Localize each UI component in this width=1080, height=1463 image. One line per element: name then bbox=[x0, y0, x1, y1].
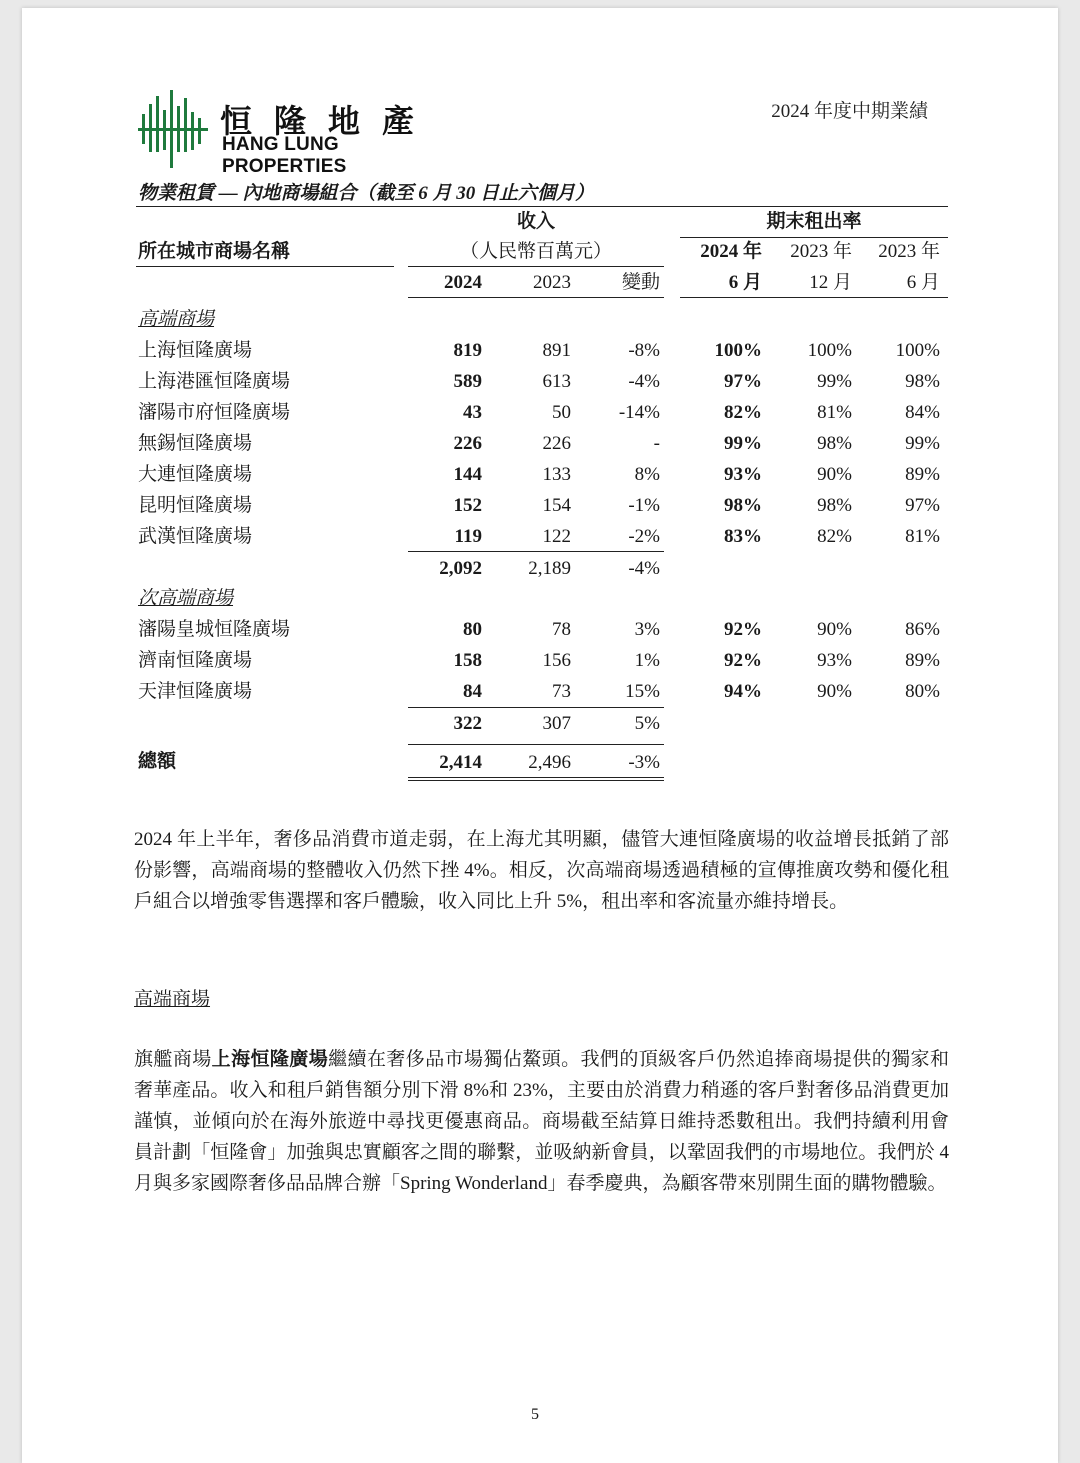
mall-name: 武漢恒隆廣場 bbox=[138, 526, 253, 547]
document-page bbox=[22, 8, 1058, 1463]
total-top-rule bbox=[408, 744, 664, 745]
occ-jun-2023: 80% bbox=[905, 681, 940, 702]
mall-name: 瀋陽市府恒隆廣場 bbox=[138, 402, 291, 423]
rev-2023: 122 bbox=[542, 526, 571, 547]
para2-prefix: 旗艦商場 bbox=[134, 1049, 212, 1070]
total-rev-2023: 2,496 bbox=[528, 752, 571, 773]
commentary-paragraph-1: 2024 年上半年，奢侈品消費市道走弱，在上海尤其明顯，儘管大連恒隆廣場的收益增長抵銷了部份影響，高端商場的整體收入仍然下挫 4%。相反，次高端商場透過積極的宣傳推廣攻勢和優化租戶組合以增強零售選擇和客戶體驗，收入同比上升 5%，租出率和客流量亦維持增長。 bbox=[134, 829, 949, 912]
rev-2023: 613 bbox=[542, 371, 571, 392]
rev-2023: 891 bbox=[542, 340, 571, 361]
occupancy-header-rule bbox=[680, 237, 948, 238]
occ-col3-year: 2023 年 bbox=[878, 241, 940, 262]
occupancy-header: 期末租出率 bbox=[766, 211, 862, 232]
rev-2024: 819 bbox=[453, 340, 482, 361]
occ-dec-2023: 90% bbox=[817, 619, 852, 640]
logo-english-name: HANG LUNG PROPERTIES bbox=[222, 134, 347, 177]
occ-jun-2024: 92% bbox=[724, 650, 762, 671]
occ-jun-2024: 100% bbox=[714, 340, 762, 361]
subtotal-rev-2024: 2,092 bbox=[439, 558, 482, 579]
rev-change: - bbox=[653, 433, 660, 454]
rev-2024: 152 bbox=[453, 495, 482, 516]
rev-2024: 119 bbox=[454, 526, 482, 547]
occ-jun-2023: 89% bbox=[905, 650, 940, 671]
rev-change: 3% bbox=[634, 619, 660, 640]
para2-mall-name: 上海恒隆廣場 bbox=[211, 1049, 329, 1070]
subtotal-rev-2023: 307 bbox=[542, 713, 571, 734]
subtotal-rule bbox=[408, 707, 664, 708]
revenue-unit-rule bbox=[408, 266, 664, 267]
occ-dec-2023: 81% bbox=[817, 402, 852, 423]
occ-col2-year: 2023 年 bbox=[790, 241, 852, 262]
occ-dec-2023: 99% bbox=[817, 371, 852, 392]
total-rev-2024: 2,414 bbox=[439, 752, 482, 773]
company-logo bbox=[138, 84, 458, 177]
subtotal-rev-2024: 322 bbox=[453, 713, 482, 734]
rev-col-change: 變動 bbox=[621, 272, 660, 293]
rev-2024: 226 bbox=[453, 433, 482, 454]
rev-2024: 43 bbox=[463, 402, 482, 423]
rev-change: -8% bbox=[628, 340, 660, 361]
rev-2023: 50 bbox=[552, 402, 571, 423]
rev-2024: 84 bbox=[463, 681, 482, 702]
report-title: 2024 年度中期業績 bbox=[771, 101, 928, 122]
rev-2024: 80 bbox=[463, 619, 482, 640]
occ-jun-2023: 97% bbox=[905, 495, 940, 516]
rev-change: -2% bbox=[628, 526, 660, 547]
occ-dec-2023: 100% bbox=[807, 340, 852, 361]
total-bottom-rule-2 bbox=[408, 780, 664, 781]
commentary-paragraph-2 bbox=[134, 1044, 949, 1199]
rev-change: 15% bbox=[625, 681, 660, 702]
mall-name: 大連恒隆廣場 bbox=[138, 464, 253, 485]
page-number: 5 bbox=[531, 1406, 539, 1423]
rev-change: -1% bbox=[628, 495, 660, 516]
occ-dec-2023: 82% bbox=[817, 526, 852, 547]
revenue-header: 收入 bbox=[516, 211, 555, 232]
group-label-premium: 高端商場 bbox=[138, 309, 215, 330]
occ-jun-2023: 89% bbox=[905, 464, 940, 485]
group-label-subpremium: 次高端商場 bbox=[138, 588, 234, 609]
rev-2024: 158 bbox=[453, 650, 482, 671]
mall-name: 上海恒隆廣場 bbox=[138, 340, 253, 361]
occ-col2-month: 12 月 bbox=[809, 272, 852, 293]
title-rule bbox=[136, 206, 948, 207]
occ-col1-month: 6 月 bbox=[728, 272, 762, 293]
logo-chinese-name: 恒隆地產 bbox=[220, 102, 437, 140]
rev-col-2024: 2024 bbox=[444, 272, 482, 293]
rev-change: 1% bbox=[634, 650, 660, 671]
rev-2023: 226 bbox=[542, 433, 571, 454]
occ-jun-2024: 97% bbox=[724, 371, 762, 392]
subtotal-change: -4% bbox=[628, 558, 660, 579]
occ-dec-2023: 93% bbox=[817, 650, 852, 671]
occ-dec-2023: 98% bbox=[817, 495, 852, 516]
total-label: 總額 bbox=[138, 751, 177, 772]
occupancy-header-bottom-rule bbox=[680, 297, 948, 298]
occ-col3-month: 6 月 bbox=[906, 272, 940, 293]
occ-jun-2023: 84% bbox=[905, 402, 940, 423]
occ-jun-2024: 94% bbox=[724, 681, 762, 702]
occ-jun-2023: 81% bbox=[905, 526, 940, 547]
occ-jun-2024: 93% bbox=[724, 464, 762, 485]
hang-lung-logo-icon bbox=[138, 84, 218, 174]
name-header-rule bbox=[136, 266, 394, 267]
section-heading-premium: 高端商場 bbox=[134, 989, 211, 1010]
rev-change: 8% bbox=[634, 464, 660, 485]
rev-col-2023: 2023 bbox=[533, 272, 571, 293]
rev-2023: 73 bbox=[552, 681, 571, 702]
occ-dec-2023: 90% bbox=[817, 464, 852, 485]
rev-2024: 144 bbox=[453, 464, 482, 485]
occ-jun-2024: 99% bbox=[724, 433, 762, 454]
subtotal-change: 5% bbox=[634, 713, 660, 734]
rev-2023: 133 bbox=[542, 464, 571, 485]
occ-jun-2023: 98% bbox=[905, 371, 940, 392]
occ-jun-2024: 98% bbox=[724, 495, 762, 516]
occ-dec-2023: 90% bbox=[817, 681, 852, 702]
mall-name: 瀋陽皇城恒隆廣場 bbox=[138, 619, 291, 640]
occ-jun-2024: 92% bbox=[724, 619, 762, 640]
rev-2024: 589 bbox=[453, 371, 482, 392]
mall-name: 天津恒隆廣場 bbox=[138, 681, 253, 702]
mall-name: 昆明恒隆廣場 bbox=[138, 495, 253, 516]
mall-name: 無錫恒隆廣場 bbox=[138, 433, 253, 454]
occ-jun-2024: 83% bbox=[724, 526, 762, 547]
occ-col1-year: 2024 年 bbox=[700, 241, 762, 262]
name-column-header: 所在城市商場名稱 bbox=[138, 241, 291, 262]
occ-jun-2023: 86% bbox=[905, 619, 940, 640]
occ-jun-2024: 82% bbox=[724, 402, 762, 423]
rev-2023: 156 bbox=[542, 650, 571, 671]
occ-dec-2023: 98% bbox=[817, 433, 852, 454]
subtotal-rev-2023: 2,189 bbox=[528, 558, 571, 579]
rev-change: -4% bbox=[628, 371, 660, 392]
subtotal-rule bbox=[408, 551, 664, 552]
para2-text: 繼續在奢侈品市場獨佔鰲頭。我們的頂級客戶仍然追捧商場提供的獨家和奢華產品。收入和租戶銷售額分別下滑 8%和 23%，主要由於消費力稍遜的客戶對奢侈品消費更加謹慎，並傾向於在海外旅遊中尋找更優惠商品。商場截至結算日維持悉數租出。我們持續利用會員計劃「恒隆會」加強與忠實顧客之間的聯繫，並吸納新會員，以鞏固我們的市場地位。我們於 4 月與多家國際奢侈品品牌合辦「Spring Wonderland」春季慶典，為顧客帶來別開生面的購物體驗。 bbox=[134, 1049, 949, 1194]
rev-change: -14% bbox=[618, 402, 660, 423]
total-bottom-rule-1 bbox=[408, 777, 664, 778]
rev-2023: 154 bbox=[542, 495, 571, 516]
total-change: -3% bbox=[628, 752, 660, 773]
table-title: 物業租賃 — 內地商場組合（截至 6 月 30 日止六個月） bbox=[138, 183, 595, 204]
revenue-header-rule bbox=[408, 297, 664, 298]
occ-jun-2023: 99% bbox=[905, 433, 940, 454]
mall-name: 上海港匯恒隆廣場 bbox=[138, 371, 291, 392]
mall-name: 濟南恒隆廣場 bbox=[138, 650, 253, 671]
occ-jun-2023: 100% bbox=[895, 340, 940, 361]
revenue-unit: （人民幣百萬元） bbox=[459, 241, 612, 262]
rev-2023: 78 bbox=[552, 619, 571, 640]
